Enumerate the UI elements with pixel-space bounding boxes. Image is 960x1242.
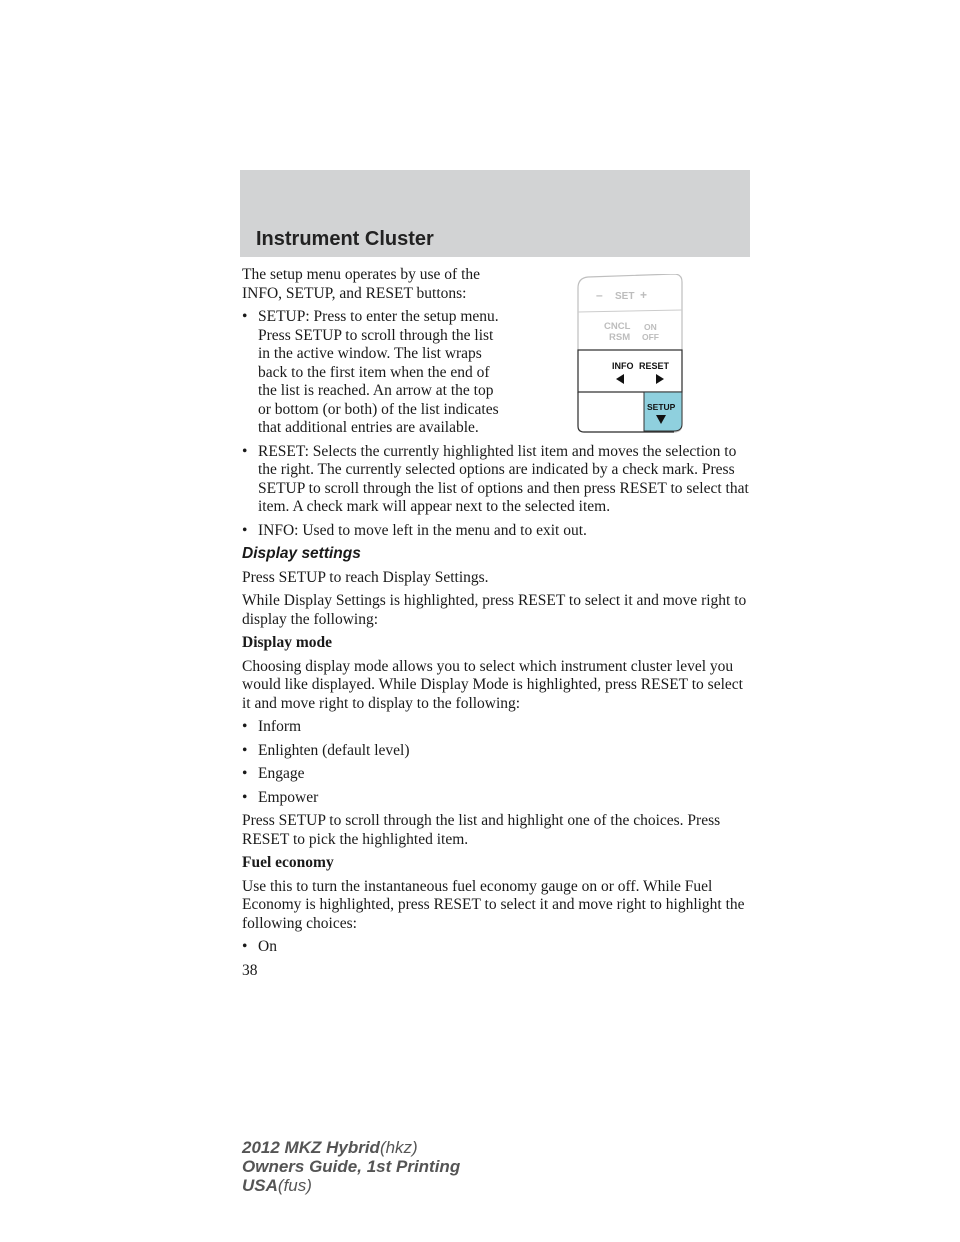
section-title: Instrument Cluster [256, 228, 434, 250]
set-plus-label: + [640, 288, 648, 302]
set-label: SET [615, 291, 635, 302]
set-minus-label: – [596, 288, 603, 302]
fuel-economy-item: On [258, 938, 277, 955]
heading-display-mode: Display mode [242, 634, 332, 651]
display-mode-p2: Press SETUP to scroll through the list and highlight one of the choices. Press RESET to pick the highlighted item. [242, 812, 721, 848]
on-label: ON [644, 322, 657, 332]
display-mode-item: Enlighten (default level) [258, 741, 410, 759]
display-mode-item: Empower [258, 788, 319, 806]
list-item [242, 765, 752, 784]
list-item [242, 718, 752, 737]
footer-model-code: (hkz) [379, 1138, 418, 1157]
bullet-info [242, 522, 752, 541]
display-mode-p1: Choosing display mode allows you to select which instrument cluster level you would like displayed. While Display Mode is highlighted, press RESET to select it and move right to display to the following: [242, 657, 743, 712]
bullet-dot: • [242, 765, 248, 782]
bullet-dot: • [242, 938, 248, 955]
rsm-label: RSM [609, 332, 631, 343]
intro-text-column [242, 266, 500, 438]
page-number: 38 [242, 961, 258, 979]
list-item [242, 742, 752, 761]
bullet-dot: • [242, 442, 248, 460]
display-mode-item: Inform [258, 718, 302, 735]
heading-display-settings: Display settings [242, 545, 361, 562]
reset-label: RESET [639, 361, 670, 371]
footer [242, 1138, 460, 1195]
cncl-label: CNCL [604, 321, 631, 332]
footer-market: USA [242, 1176, 278, 1195]
bullet-dot: • [242, 718, 248, 735]
section-header-band [240, 170, 750, 257]
display-settings-p2: While Display Settings is highlighted, press RESET to select it and move right to display the following: [242, 592, 747, 628]
setup-label: SETUP [647, 402, 676, 412]
footer-line-3 [242, 1176, 460, 1195]
bullet-dot: • [242, 788, 248, 806]
fuel-economy-p1: Use this to turn the instantaneous fuel economy gauge on or off. While Fuel Economy is highlighted, press RESET to select it and move right to highlight the following choices: [242, 877, 745, 932]
heading-fuel-economy: Fuel economy [242, 854, 334, 871]
bullet-reset [242, 443, 752, 517]
page-content [242, 266, 752, 980]
display-settings-p1: Press SETUP to reach Display Settings. [242, 568, 489, 586]
bullet-setup-text: SETUP: Press to enter the setup menu. Press SETUP to scroll through the list in the active window. The list wraps back to the first item when the end of the list is reached. An arrow at the top or bottom (or both) of the list indicates that additional entries are available. [258, 308, 499, 436]
bullet-dot: • [242, 308, 248, 325]
bullet-reset-text: RESET: Selects the currently highlighted list item and moves the selection to the right. The currently selected options are indicated by a check mark. Press SETUP to scroll through the list of options and then press RESET to select that item. A check mark will appear next to the selected item. [258, 442, 749, 515]
bullet-dot: • [242, 521, 248, 539]
steering-wheel-buttons-illustration [574, 274, 686, 434]
footer-printing: Owners Guide, 1st Printing [242, 1157, 461, 1176]
bullet-info-text: INFO: Used to move left in the menu and to exit out. [258, 521, 587, 539]
intro-paragraph: The setup menu operates by use of the INFO, SETUP, and RESET buttons: [242, 266, 481, 302]
intro-block [242, 266, 752, 438]
footer-line-1 [242, 1138, 460, 1157]
info-label: INFO [612, 361, 634, 371]
footer-model: 2012 MKZ Hybrid [242, 1138, 380, 1157]
footer-line-2 [242, 1157, 460, 1176]
off-label: OFF [642, 332, 659, 342]
footer-market-code: (fus) [277, 1176, 312, 1195]
list-item [242, 789, 752, 808]
bullet-dot: • [242, 741, 248, 759]
display-mode-item: Engage [258, 765, 305, 782]
bullet-setup [242, 308, 500, 438]
list-item [242, 938, 752, 957]
